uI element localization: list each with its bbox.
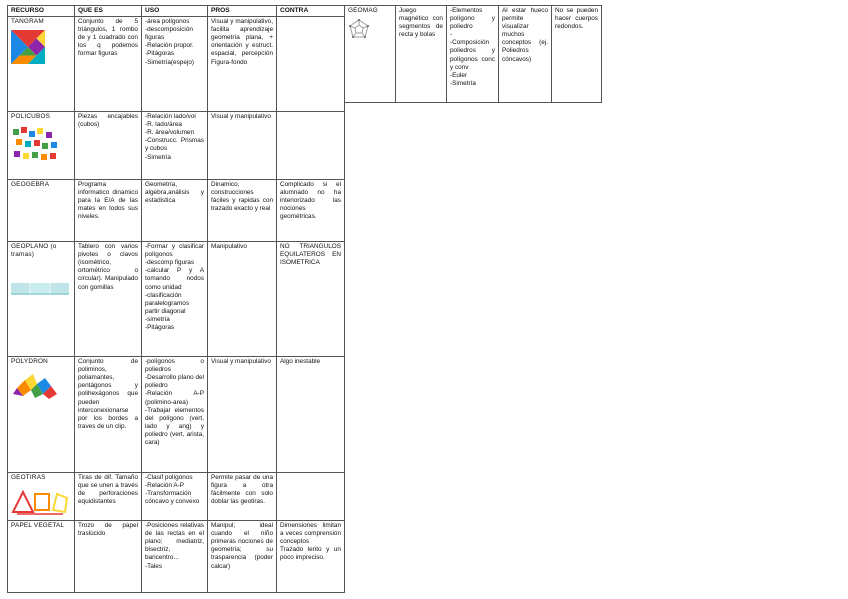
table-row: [8, 242, 345, 357]
uso-text: -área polígonos -descomposición figuras -Relación propor. -Pitágoras -Simetría(espejo): [145, 18, 195, 66]
resources-table: [7, 5, 345, 593]
recurso-name: GEOTIRAS: [11, 474, 46, 482]
recurso-cell: [8, 473, 75, 521]
recurso-cell: [8, 242, 75, 357]
header-pros: PROS: [208, 6, 277, 17]
uso-cell: [142, 521, 208, 593]
que-es-text: Programa informatico dinamico para la E/A de las mates en todos sus niveles.: [78, 181, 138, 221]
que-es-text: Juego magnético con segmentos de recta y bolas: [399, 7, 443, 39]
pros-cell: [208, 357, 277, 473]
pros-text: Visual y manipulativo, facilita aprendizaje geometría plana, + orientación y estruct. espacial, percepción Figura-fondo: [211, 18, 273, 66]
recurso-name: GEOPLANO (o tramas): [11, 243, 57, 259]
contra-cell: [277, 112, 345, 180]
contra-text: Algo inestable: [280, 358, 321, 366]
geomag-image: [348, 19, 370, 41]
pros-text: Visual y manipulativo: [211, 358, 271, 366]
pros-cell: [208, 112, 277, 180]
uso-text: -Relación lado/vol -R. lado/área -R. área/volumen -Construcc. Prismas y cubos -Simetría: [145, 113, 204, 161]
policubos-image: [11, 125, 59, 163]
que-es-cell: [75, 180, 142, 242]
recurso-cell: [8, 17, 75, 112]
header-recurso: RECURSO: [8, 6, 75, 17]
table-row: [8, 473, 345, 521]
table-row: [8, 521, 345, 593]
header-row: [8, 6, 345, 17]
que-es-text: Tiras de dif. Tamaño que se unen a través de perforaciones equidistantes: [78, 474, 138, 506]
recurso-name: TANGRAM: [11, 18, 44, 26]
header-uso: USO: [142, 6, 208, 17]
pros-text: Al estar hueco permite visualizar muchos conceptos (ej. Poliedros cóncavos): [502, 7, 548, 63]
uso-cell: [142, 473, 208, 521]
pros-text: Permite pasar de una figura a otra fácilmente con solo doblar las geotiras.: [211, 474, 273, 506]
contra-cell: [277, 521, 345, 593]
polydron-image: [11, 370, 59, 400]
uso-cell: [142, 357, 208, 473]
uso-text: -Clasif polígonos -Relación A-P -Transformación cóncavo y convexo: [145, 474, 200, 506]
uso-text: -polígonos o poliedros -Desarrollo plano del poliedro -Relación A-P (polimino-area) -Trabajar elementos del polígono (vert, lado y ang) y poliedro (vert, arista, cara): [145, 358, 204, 447]
que-es-cell: [75, 357, 142, 473]
pros-cell: [208, 473, 277, 521]
table-row: [8, 180, 345, 242]
que-es-text: Tablero con varios pivotes o clavos (isométrico, ortométrico o circular). Manipulado con gomillas: [78, 243, 138, 291]
que-es-text: Conjunto de poliminos, poliamantes, pentágonos y polihexágonos que pueden interconexionarse por los bordes a traves de un clip.: [78, 358, 138, 430]
pros-cell: [208, 17, 277, 112]
pros-text: Manipul; ideal cuando el niño primeras nociones de geometría; su trasparencia (poder calcar): [211, 522, 273, 570]
uso-cell: [142, 17, 208, 112]
recurso-name: PAPEL VEGETAL: [11, 522, 65, 530]
contra-cell: [552, 6, 602, 103]
que-es-cell: [75, 521, 142, 593]
uso-cell: [142, 242, 208, 357]
recurso-cell: [8, 180, 75, 242]
table-row: [8, 17, 345, 112]
contra-cell: [277, 180, 345, 242]
table-row: [8, 112, 345, 180]
pros-cell: [208, 242, 277, 357]
recurso-name: GEOMAG: [348, 7, 378, 14]
pros-text: Manipulativo: [211, 243, 247, 251]
contra-text: NO TRIANGULOS EQUILATEROS EN ISOMETRICA: [280, 243, 341, 267]
contra-cell: [277, 17, 345, 112]
contra-text: No se pueden hacer cuerpos redondos.: [555, 7, 598, 31]
recurso-cell: [8, 357, 75, 473]
uso-text: Geometría, algebra,análisis y estadistica: [145, 181, 204, 205]
recurso-name: GEOGEBRA: [11, 181, 50, 189]
que-es-cell: [396, 6, 447, 103]
contra-cell: [277, 357, 345, 473]
geotiras-image: [11, 486, 69, 516]
que-es-cell: [75, 112, 142, 180]
geomag-table: [344, 5, 602, 103]
uso-cell: [142, 180, 208, 242]
uso-text: -Elementos polígono y poliedro - -Composición poliedros y polígonos conc y conv -Euler -Simetría: [450, 7, 495, 87]
pros-text: Dinamico, construcciones fáciles y rapidas con trazado exacto y real: [211, 181, 273, 213]
que-es-text: Piezas encajables (cubos): [78, 113, 138, 129]
que-es-cell: [75, 242, 142, 357]
contra-text: Dimensiones limitan a veces comprensión conceptos Trazado lento y un poco impreciso.: [280, 522, 341, 562]
recurso-name: POLICUBOS: [11, 113, 51, 121]
pros-cell: [499, 6, 552, 103]
recurso-cell: [8, 521, 75, 593]
recurso-name: POLYDRON: [11, 358, 48, 366]
contra-text: Complicado si el alumnado no ha interiorizado las nociones geométricas.: [280, 181, 341, 221]
contra-cell: [277, 473, 345, 521]
tangram-image: [11, 30, 45, 64]
uso-text: -Formar y clasificar polígonos -descomp figuras -calcular P y A tomando nodos como unidad -clasificación paralelogramos partir diagonal -simetría -Pitágoras: [145, 243, 204, 332]
header-que-es: QUE ES: [75, 6, 142, 17]
pros-cell: [208, 180, 277, 242]
que-es-text: Conjunto de 5 triángulos, 1 rombo de y 1 cuadrado con los q podemos formar figuras: [78, 18, 138, 58]
geoplano-image: [11, 281, 69, 297]
table-row: [8, 357, 345, 473]
que-es-cell: [75, 473, 142, 521]
table-row: [345, 6, 602, 103]
uso-cell: [142, 112, 208, 180]
pros-cell: [208, 521, 277, 593]
que-es-cell: [75, 17, 142, 112]
pros-text: Visual y manipulativo: [211, 113, 271, 121]
que-es-text: Trozo de papel traslúcido: [78, 522, 138, 538]
contra-cell: [277, 242, 345, 357]
recurso-cell: [345, 6, 396, 103]
header-contra: CONTRA: [277, 6, 345, 17]
uso-text: -Posiciones relativas de las rectas en el plano; mediatriz, bisectriz, baricentro... -Tales: [145, 522, 204, 570]
recurso-cell: [8, 112, 75, 180]
uso-cell: [447, 6, 499, 103]
